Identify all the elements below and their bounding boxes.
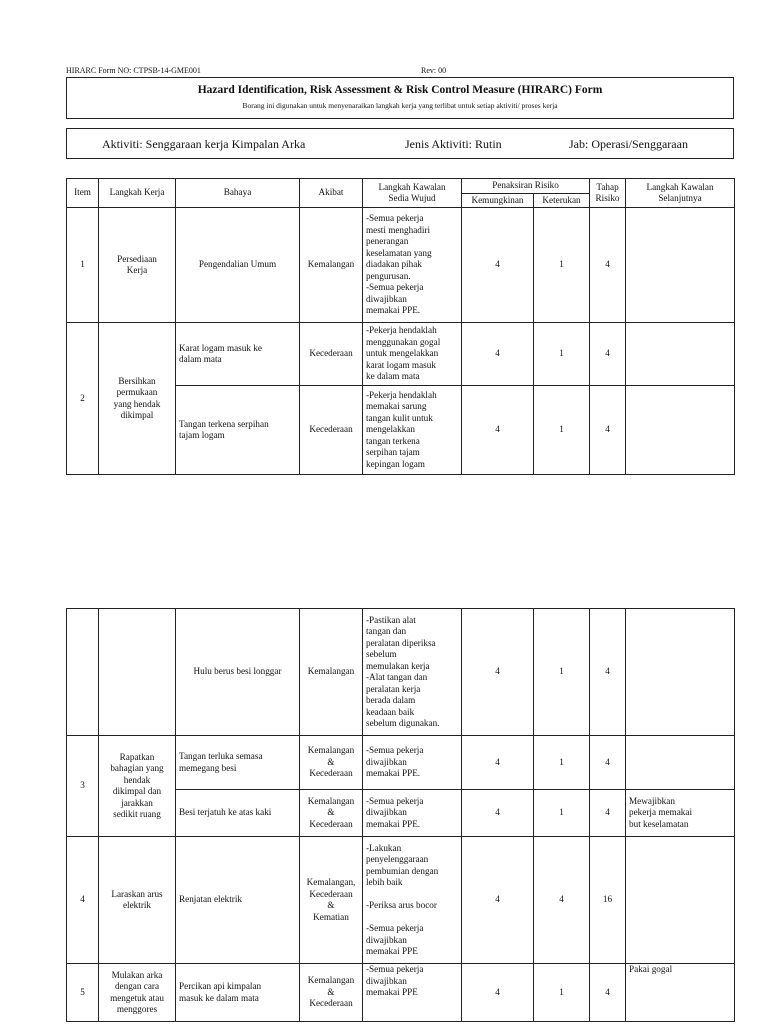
akibat-cell: Kemalangan & Kecederaan xyxy=(300,736,363,790)
bahaya-cell: Tangan terkena serpihan tajam logam xyxy=(176,386,300,475)
item-number xyxy=(67,609,99,736)
jenis-aktiviti-label: Jenis Aktiviti: Rutin xyxy=(405,137,502,151)
header-kemungkinan: Kemungkinan xyxy=(462,194,534,208)
kawalan-selanjutnya-cell xyxy=(626,736,735,790)
kawalan-cell: -Semua pekerja mesti menghadiri penerangan keselamatan yang diadakan pihak pengurusan. -Semua pekerja diwajibkan memakai PPE. xyxy=(363,208,462,323)
header-keterukan: Keterukan xyxy=(534,194,590,208)
akibat-cell: Kemalangan xyxy=(300,609,363,736)
kawalan-cell: -Semua pekerja diwajibkan memakai PPE. xyxy=(363,736,462,790)
kawalan-selanjutnya-cell xyxy=(626,386,735,475)
hirarc-table-page1 xyxy=(66,178,735,475)
item-number: 2 xyxy=(67,323,99,475)
item-number: 3 xyxy=(67,736,99,837)
title-box xyxy=(66,77,734,119)
kemungkinan-cell: 4 xyxy=(462,790,534,837)
header-penaksiran-risiko: Penaksiran Risiko xyxy=(462,179,590,194)
akibat-cell: Kecederaan xyxy=(300,386,363,475)
bahaya-cell: Tangan terluka semasa memegang besi xyxy=(176,736,300,790)
keterukan-cell: 1 xyxy=(534,609,590,736)
kawalan-cell: -Pekerja hendaklah menggunakan gogal untuk mengelakkan karat logam masuk ke dalam mata xyxy=(363,323,462,386)
bahaya-cell: Besi terjatuh ke atas kaki xyxy=(176,790,300,837)
kawalan-selanjutnya-cell xyxy=(626,837,735,964)
tahap-risiko-cell: 4 xyxy=(590,323,626,386)
keterukan-cell: 1 xyxy=(534,386,590,475)
kawalan-selanjutnya-cell: Mewajibkan pekerja memakai but keselamatan xyxy=(626,790,735,837)
langkah-kerja-cell: Bersihkan permukaan yang hendak dikimpal xyxy=(99,323,176,475)
kawalan-selanjutnya-cell xyxy=(626,609,735,736)
header-item: Item xyxy=(67,179,99,208)
tahap-risiko-cell: 4 xyxy=(590,736,626,790)
kemungkinan-cell: 4 xyxy=(462,837,534,964)
header-tahap-risiko: Tahap Risiko xyxy=(590,179,626,208)
bahaya-cell: Pengendalian Umum xyxy=(176,208,300,323)
kemungkinan-cell: 4 xyxy=(462,386,534,475)
table-row xyxy=(67,736,735,790)
tahap-risiko-cell: 4 xyxy=(590,609,626,736)
keterukan-cell: 1 xyxy=(534,790,590,837)
langkah-kerja-cell: Laraskan arus elektrik xyxy=(99,837,176,964)
keterukan-cell: 1 xyxy=(534,964,590,1022)
tahap-risiko-cell: 4 xyxy=(590,386,626,475)
kawalan-selanjutnya-cell: Pakai gogal xyxy=(626,964,735,1022)
bahaya-cell: Renjatan elektrik xyxy=(176,837,300,964)
item-number: 4 xyxy=(67,837,99,964)
form-title: Hazard Identification, Risk Assessment & Risk Control Measure (HIRARC) Form xyxy=(197,84,603,96)
header-langkah-kerja: Langkah Kerja xyxy=(99,179,176,208)
langkah-kerja-cell xyxy=(99,609,176,736)
bahaya-cell: Percikan api kimpalan masuk ke dalam mata xyxy=(176,964,300,1022)
akibat-cell: Kemalangan & Kecederaan xyxy=(300,964,363,1022)
keterukan-cell: 1 xyxy=(534,323,590,386)
kawalan-cell: -Semua pekerja diwajibkan memakai PPE. xyxy=(363,790,462,837)
form-number: HIRARC Form NO: CTPSB-14-GME001 xyxy=(66,66,201,75)
activity-info-box xyxy=(66,128,734,159)
header-akibat: Akibat xyxy=(300,179,363,208)
tahap-risiko-cell: 4 xyxy=(590,790,626,837)
kawalan-cell: -Pekerja hendaklah memakai sarung tangan kulit untuk mengelakkan tangan terkena serpihan tajam kepingan logam xyxy=(363,386,462,475)
table-row xyxy=(67,609,735,736)
item-number: 1 xyxy=(67,208,99,323)
kawalan-selanjutnya-cell xyxy=(626,208,735,323)
keterukan-cell: 1 xyxy=(534,736,590,790)
bahaya-cell: Karat logam masuk ke dalam mata xyxy=(176,323,300,386)
kemungkinan-cell: 4 xyxy=(462,964,534,1022)
kemungkinan-cell: 4 xyxy=(462,208,534,323)
akibat-cell: Kecederaan xyxy=(300,323,363,386)
form-subtitle: Borang ini digunakan untuk menyenaraikan langkah kerja yang terlibat untuk setiap aktiviti/ proses kerja xyxy=(242,101,558,110)
table-row xyxy=(67,837,735,964)
table-row xyxy=(67,964,735,1022)
tahap-risiko-cell: 4 xyxy=(590,208,626,323)
table-row xyxy=(67,323,735,386)
langkah-kerja-cell: Rapatkan bahagian yang hendak dikimpal dan jarakkan sedikit ruang xyxy=(99,736,176,837)
aktiviti-label: Aktiviti: Senggaraan kerja Kimpalan Arka xyxy=(102,137,306,151)
revision: Rev: 00 xyxy=(421,66,447,75)
item-number: 5 xyxy=(67,964,99,1022)
keterukan-cell: 4 xyxy=(534,837,590,964)
kemungkinan-cell: 4 xyxy=(462,609,534,736)
jabatan-label: Jab: Operasi/Senggaraan xyxy=(569,137,688,151)
langkah-kerja-cell: Mulakan arka dengan cara mengetuk atau menggores xyxy=(99,964,176,1022)
akibat-cell: Kemalangan & Kecederaan xyxy=(300,790,363,837)
tahap-risiko-cell: 16 xyxy=(590,837,626,964)
kawalan-selanjutnya-cell xyxy=(626,323,735,386)
kawalan-cell: -Semua pekerja diwajibkan memakai PPE xyxy=(363,964,462,1022)
header-bahaya: Bahaya xyxy=(176,179,300,208)
kawalan-cell: -Lakukan penyelenggaraan pembumian dengan lebih baik -Periksa arus bocor -Semua pekerja diwajibkan memakai PPE xyxy=(363,837,462,964)
hirarc-table-page2 xyxy=(66,608,735,1022)
kemungkinan-cell: 4 xyxy=(462,736,534,790)
akibat-cell: Kemalangan xyxy=(300,208,363,323)
header-kawalan-sedia-wujud: Langkah Kawalan Sedia Wujud xyxy=(363,179,462,208)
table-row xyxy=(67,208,735,323)
header-kawalan-selanjutnya: Langkah Kawalan Selanjutnya xyxy=(626,179,735,208)
keterukan-cell: 1 xyxy=(534,208,590,323)
akibat-cell: Kemalangan, Kecederaan & Kematian xyxy=(300,837,363,964)
tahap-risiko-cell: 4 xyxy=(590,964,626,1022)
kemungkinan-cell: 4 xyxy=(462,323,534,386)
bahaya-cell: Hulu berus besi longgar xyxy=(176,609,300,736)
langkah-kerja-cell: Persediaan Kerja xyxy=(99,208,176,323)
kawalan-cell: -Pastikan alat tangan dan peralatan diperiksa sebelum memulakan kerja -Alat tangan dan peralatan kerja berada dalam keadaan baik sebelum digunakan. xyxy=(363,609,462,736)
